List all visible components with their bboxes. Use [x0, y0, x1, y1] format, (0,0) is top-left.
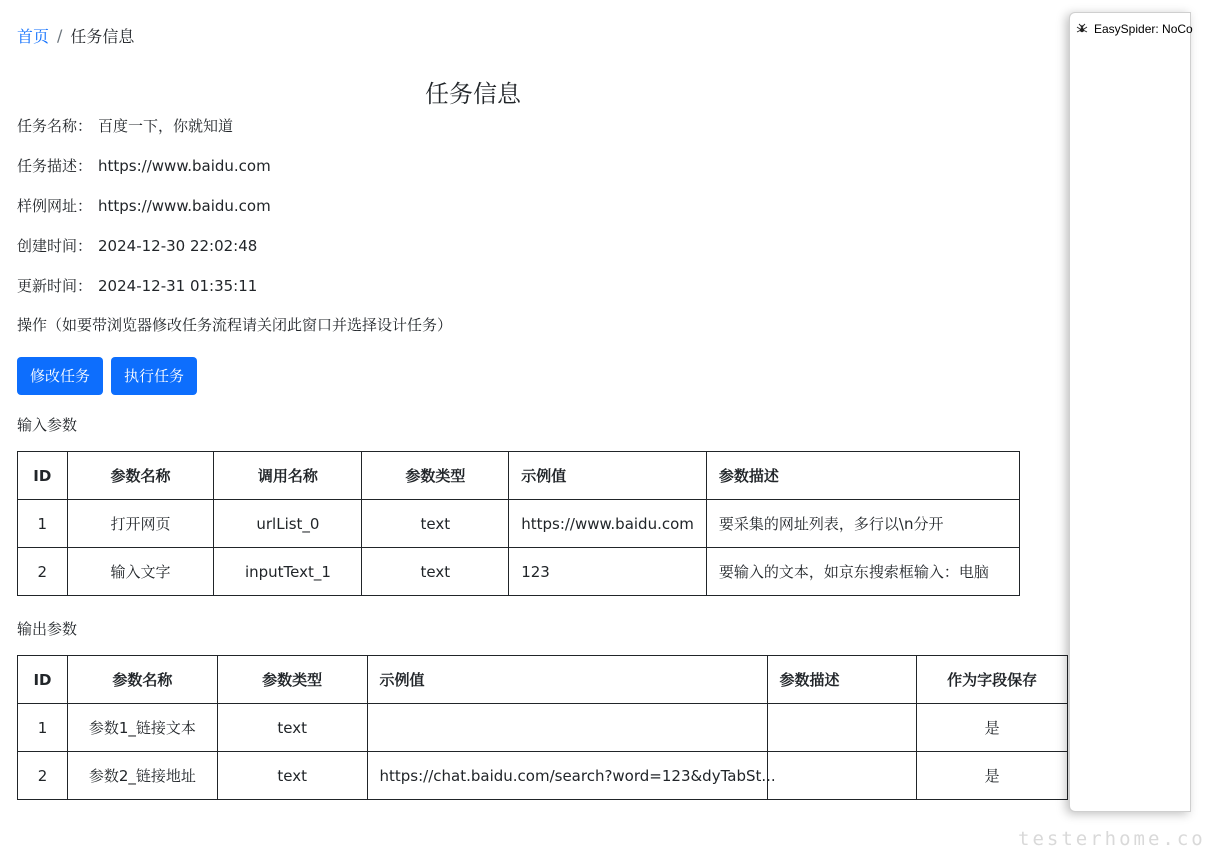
table-cell: urlList_0: [214, 500, 362, 548]
input-params-label: 输入参数: [17, 416, 78, 434]
sample-url-row: [17, 195, 271, 216]
table-row: [18, 500, 1020, 548]
table-cell: 要输入的文本，如京东搜索框输入：电脑: [706, 548, 1019, 596]
table-cell: 2: [18, 548, 68, 596]
table-cell: 123: [509, 548, 707, 596]
table-header-row: [18, 452, 1020, 500]
column-header: ID: [18, 452, 68, 500]
sample-url-value: https://www.baidu.com: [98, 197, 271, 215]
task-name-label: 任务名称：: [17, 117, 93, 135]
table-cell: 是: [917, 704, 1068, 752]
table-cell: text: [217, 704, 367, 752]
page-title: 任务信息: [425, 80, 521, 108]
column-header: 参数描述: [706, 452, 1019, 500]
table-cell: [767, 752, 917, 800]
table-row: [18, 548, 1020, 596]
table-cell: [767, 704, 917, 752]
table-cell: 打开网页: [67, 500, 214, 548]
table-cell: [367, 704, 767, 752]
table-cell: 参数2_链接地址: [67, 752, 217, 800]
column-header: 参数名称: [67, 452, 214, 500]
output-params-table: [17, 655, 1068, 800]
side-window-title: EasySpider: NoCo: [1094, 22, 1193, 36]
table-header-row: [18, 656, 1068, 704]
breadcrumb-home-link[interactable]: 首页: [17, 27, 50, 46]
table-cell: 1: [18, 500, 68, 548]
column-header: 参数类型: [217, 656, 367, 704]
breadcrumb: [17, 24, 134, 47]
input-params-table: [17, 451, 1020, 596]
column-header: ID: [18, 656, 68, 704]
task-name-value: 百度一下，你就知道: [98, 117, 234, 135]
created-time-label: 创建时间：: [17, 237, 93, 255]
run-task-button[interactable]: 执行任务: [111, 357, 197, 395]
side-window-titlebar[interactable]: [1070, 13, 1193, 45]
task-description-label: 任务描述：: [17, 157, 93, 175]
task-description-value: https://www.baidu.com: [98, 157, 271, 175]
updated-time-label: 更新时间：: [17, 277, 93, 295]
table-cell: 输入文字: [67, 548, 214, 596]
table-cell: 是: [917, 752, 1068, 800]
edit-task-button[interactable]: 修改任务: [17, 357, 103, 395]
column-header: 调用名称: [214, 452, 362, 500]
table-cell: 要采集的网址列表，多行以\n分开: [706, 500, 1019, 548]
table-row: [18, 752, 1068, 800]
column-header: 示例值: [367, 656, 767, 704]
table-cell: text: [362, 500, 509, 548]
table-cell: 2: [18, 752, 68, 800]
created-time-value: 2024-12-30 22:02:48: [98, 237, 258, 255]
table-cell: inputText_1: [214, 548, 362, 596]
column-header: 示例值: [509, 452, 707, 500]
watermark: testerhome.co: [1018, 828, 1206, 850]
updated-time-row: [17, 275, 257, 296]
updated-time-value: 2024-12-31 01:35:11: [98, 277, 258, 295]
task-name-row: [17, 115, 233, 136]
created-time-row: [17, 235, 257, 256]
output-params-label: 输出参数: [17, 620, 78, 638]
sample-url-label: 样例网址：: [17, 197, 93, 215]
breadcrumb-separator: /: [57, 26, 63, 45]
table-cell: 1: [18, 704, 68, 752]
table-cell: 参数1_链接文本: [67, 704, 217, 752]
breadcrumb-current: 任务信息: [70, 27, 135, 46]
table-row: [18, 704, 1068, 752]
spider-icon: [1076, 23, 1088, 35]
column-header: 作为字段保存: [917, 656, 1068, 704]
table-cell: text: [217, 752, 367, 800]
column-header: 参数类型: [362, 452, 509, 500]
table-cell: https://chat.baidu.com/search?word=123&dyTabSt...: [367, 752, 767, 800]
column-header: 参数名称: [67, 656, 217, 704]
operations-hint: 操作（如要带浏览器修改任务流程请关闭此窗口并选择设计任务）: [17, 316, 453, 334]
easyspider-side-window[interactable]: [1069, 12, 1191, 812]
table-cell: text: [362, 548, 509, 596]
table-cell: https://www.baidu.com: [509, 500, 707, 548]
task-description-row: [17, 155, 271, 176]
column-header: 参数描述: [767, 656, 917, 704]
